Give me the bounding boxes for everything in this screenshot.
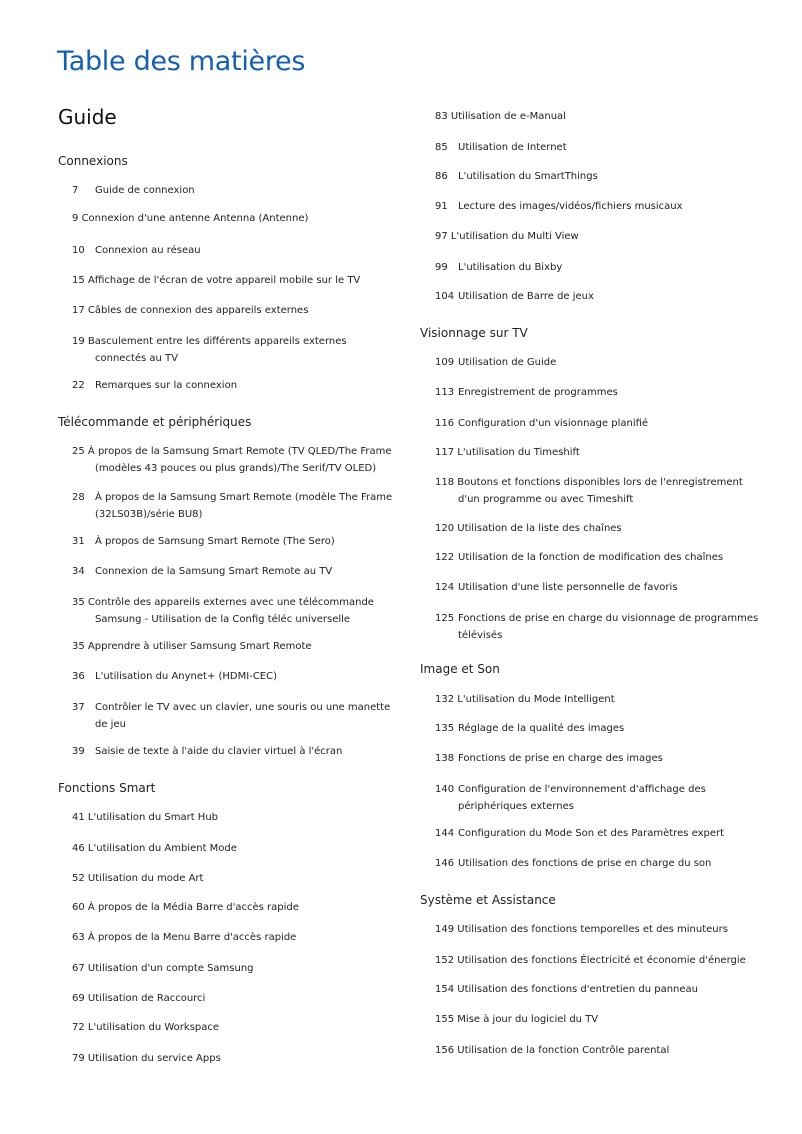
toc-entry-link[interactable]	[72, 638, 312, 655]
entry-title-continuation: Samsung - Utilisation de la Config téléc universelle	[95, 614, 351, 625]
toc-entry-link[interactable]	[72, 743, 342, 760]
entry-title: L'utilisation du SmartThings	[458, 171, 598, 182]
toc-entry-link[interactable]	[72, 210, 308, 227]
page-number: 31	[72, 536, 85, 547]
toc-entry-link[interactable]	[435, 354, 556, 371]
toc-entry-link[interactable]	[435, 288, 594, 305]
page-number: 146	[435, 858, 455, 869]
page-number: 91	[435, 201, 448, 212]
toc-section-heading: Visionnage sur TV	[420, 326, 528, 340]
toc-entry-link[interactable]	[72, 242, 201, 259]
page-number: 35	[72, 641, 85, 652]
entry-title: Utilisation de e-Manual	[450, 111, 566, 122]
page-number: 155	[435, 1014, 455, 1025]
entry-title: Configuration du Mode Son et des Paramètres expert	[458, 828, 725, 839]
entry-title: L'utilisation du Anynet+ (HDMI-CEC)	[95, 671, 278, 682]
toc-entry-link[interactable]	[435, 750, 663, 767]
entry-title: L'utilisation du Multi View	[450, 231, 579, 242]
toc-entry-link[interactable]	[72, 1019, 219, 1036]
toc-entry-link[interactable]	[72, 668, 277, 685]
toc-entry-link[interactable]	[435, 444, 580, 461]
toc-entry-link[interactable]	[435, 168, 598, 185]
entry-title-continuation: (32LS03B)/série BU8)	[95, 509, 203, 520]
entry-title-continuation: périphériques externes	[458, 801, 574, 812]
toc-entry-link[interactable]	[72, 443, 392, 477]
toc-section-heading: Système et Assistance	[420, 893, 556, 907]
toc-entry-link[interactable]	[72, 563, 332, 580]
entry-title: Utilisation du service Apps	[87, 1053, 221, 1064]
page-number: 35	[72, 597, 85, 608]
page-number: 9	[72, 213, 79, 224]
toc-entry-link[interactable]	[435, 691, 615, 708]
entry-title-continuation: télévisés	[458, 630, 503, 641]
page-number: 122	[435, 552, 455, 563]
page-number: 113	[435, 387, 455, 398]
entry-title: À propos de la Menu Barre d'accès rapide	[87, 932, 297, 943]
toc-section-heading: Connexions	[58, 154, 128, 168]
toc-entry-link[interactable]	[72, 489, 392, 523]
toc-entry-link[interactable]	[72, 533, 335, 550]
page-title: Table des matières	[57, 46, 306, 77]
page-number: 124	[435, 582, 455, 593]
toc-entry-link[interactable]	[435, 549, 723, 566]
entry-title: Boutons et fonctions disponibles lors de l'enregistrement	[457, 477, 743, 488]
entry-title: Affichage de l'écran de votre appareil mobile sur le TV	[87, 275, 361, 286]
page-number: 72	[72, 1022, 85, 1033]
entry-title: À propos de la Média Barre d'accès rapide	[87, 902, 299, 913]
page-number: 117	[435, 447, 455, 458]
page-number: 79	[72, 1053, 85, 1064]
page-number: 97	[435, 231, 448, 242]
page-number: 34	[72, 566, 85, 577]
entry-title: Utilisation des fonctions temporelles et des minuteurs	[457, 924, 728, 935]
entry-title: L'utilisation du Timeshift	[457, 447, 580, 458]
page-number: 156	[435, 1045, 455, 1056]
toc-entry-link[interactable]	[72, 929, 296, 946]
entry-title: Fonctions de prise en charge des images	[458, 753, 663, 764]
toc-entry-link[interactable]	[435, 981, 698, 998]
entry-title: L'utilisation du Bixby	[458, 262, 563, 273]
page-number: 104	[435, 291, 455, 302]
entry-title: L'utilisation du Mode Intelligent	[457, 694, 615, 705]
entry-title: Utilisation de Guide	[458, 357, 557, 368]
page-number: 85	[435, 142, 448, 153]
entry-title: Utilisation de Raccourci	[87, 993, 206, 1004]
page-number: 17	[72, 305, 85, 316]
entry-title: Connexion de la Samsung Smart Remote au TV	[95, 566, 333, 577]
toc-entry-link[interactable]	[435, 781, 706, 815]
page-number: 52	[72, 873, 85, 884]
toc-entry-link[interactable]	[435, 415, 648, 432]
toc-entry-link[interactable]	[72, 899, 299, 916]
entry-title: Remarques sur la connexion	[95, 380, 238, 391]
page-number: 138	[435, 753, 455, 764]
page-number: 39	[72, 746, 85, 757]
entry-title: Réglage de la qualité des images	[458, 723, 625, 734]
toc-entry-link[interactable]	[435, 108, 566, 125]
page-number: 69	[72, 993, 85, 1004]
entry-title: Utilisation d'une liste personnelle de favoris	[458, 582, 678, 593]
page-number: 25	[72, 446, 85, 457]
toc-entry-link[interactable]	[435, 1011, 598, 1028]
page-number: 140	[435, 784, 455, 795]
entry-title: Basculement entre les différents appareils externes	[87, 336, 347, 347]
entry-title: Guide de connexion	[95, 185, 195, 196]
toc-entry-link[interactable]	[72, 594, 374, 628]
toc-entry-link[interactable]	[72, 333, 347, 367]
entry-title: L'utilisation du Smart Hub	[87, 812, 219, 823]
toc-entry-link[interactable]	[435, 1042, 669, 1059]
entry-title: Utilisation de la liste des chaînes	[457, 523, 622, 534]
page-number: 144	[435, 828, 455, 839]
entry-title: À propos de Samsung Smart Remote (The Sero)	[95, 536, 335, 547]
entry-title: Configuration de l'environnement d'affichage des	[458, 784, 706, 795]
entry-title: Connexion d'une antenne Antenna (Antenne)	[81, 213, 309, 224]
toc-entry-link[interactable]	[435, 474, 743, 508]
entry-title: Câbles de connexion des appareils externes	[87, 305, 309, 316]
toc-entry-link[interactable]	[72, 809, 218, 826]
entry-title: Mise à jour du logiciel du TV	[457, 1014, 599, 1025]
page-number: 67	[72, 963, 85, 974]
page-number: 41	[72, 812, 85, 823]
entry-title: Utilisation de Barre de jeux	[458, 291, 594, 302]
entry-title: Enregistrement de programmes	[458, 387, 618, 398]
toc-entry-link[interactable]	[435, 384, 618, 401]
toc-entry-link[interactable]	[435, 855, 711, 872]
entry-title: Utilisation d'un compte Samsung	[87, 963, 254, 974]
page-number: 36	[72, 671, 85, 682]
toc-entry-link[interactable]	[435, 825, 724, 842]
page-number: 149	[435, 924, 455, 935]
page-number: 28	[72, 492, 85, 503]
toc-entry-link[interactable]	[435, 520, 622, 537]
page-number: 63	[72, 932, 85, 943]
toc-entry-link[interactable]	[72, 302, 308, 319]
page-number: 135	[435, 723, 455, 734]
entry-title: L'utilisation du Workspace	[87, 1022, 220, 1033]
part-heading: Guide	[58, 105, 117, 129]
entry-title: Contrôle des appareils externes avec une télécommande	[87, 597, 374, 608]
entry-title: Utilisation des fonctions de prise en charge du son	[458, 858, 712, 869]
toc-entry-link[interactable]	[435, 610, 758, 644]
entry-title: Utilisation du mode Art	[87, 873, 204, 884]
entry-title: Fonctions de prise en charge du visionnage de programmes	[458, 613, 759, 624]
toc-section-heading: Fonctions Smart	[58, 781, 156, 795]
entry-title: Utilisation de la fonction Contrôle parental	[457, 1045, 670, 1056]
entry-title: À propos de la Samsung Smart Remote (TV QLED/The Frame	[87, 446, 392, 457]
toc-section-heading: Image et Son	[420, 662, 500, 676]
entry-title: Contrôler le TV avec un clavier, une souris ou une manette	[95, 702, 391, 713]
toc-entry-link[interactable]	[72, 840, 237, 857]
toc-entry-link[interactable]	[72, 870, 203, 887]
toc-section-heading: Télécommande et périphériques	[58, 415, 252, 429]
entry-title: Saisie de texte à l'aide du clavier virtuel à l'écran	[95, 746, 343, 757]
entry-title-continuation: de jeu	[95, 719, 126, 730]
page-number: 116	[435, 418, 455, 429]
toc-entry-link[interactable]	[72, 182, 195, 199]
page-number: 22	[72, 380, 85, 391]
entry-title: Connexion au réseau	[95, 245, 201, 256]
toc-entry-link[interactable]	[435, 198, 683, 215]
page-number: 154	[435, 984, 455, 995]
page-number: 7	[72, 185, 79, 196]
toc-entry-link[interactable]	[72, 1050, 221, 1067]
page-number: 83	[435, 111, 448, 122]
entry-title: À propos de la Samsung Smart Remote (modèle The Frame	[95, 492, 393, 503]
page-number: 15	[72, 275, 85, 286]
page-number: 109	[435, 357, 455, 368]
page-number: 19	[72, 336, 85, 347]
entry-title-continuation: connectés au TV	[95, 353, 178, 364]
toc-entry-link[interactable]	[435, 228, 579, 245]
entry-title-continuation: (modèles 43 pouces ou plus grands)/The Serif/TV OLED)	[95, 463, 377, 474]
entry-title: Utilisation des fonctions Électricité et économie d'énergie	[457, 955, 746, 966]
page-number: 86	[435, 171, 448, 182]
page-number: 118	[435, 477, 455, 488]
toc-entry-link[interactable]	[435, 952, 746, 969]
toc-entry-link[interactable]	[72, 272, 360, 289]
entry-title: Lecture des images/vidéos/fichiers musicaux	[458, 201, 683, 212]
page-number: 99	[435, 262, 448, 273]
page-number: 60	[72, 902, 85, 913]
page-number: 120	[435, 523, 455, 534]
toc-entry-link[interactable]	[435, 259, 562, 276]
entry-title: L'utilisation du Ambient Mode	[87, 843, 237, 854]
toc-entry-link[interactable]	[435, 720, 624, 737]
page-number: 10	[72, 245, 85, 256]
entry-title: Utilisation des fonctions d'entretien du panneau	[457, 984, 698, 995]
entry-title: Utilisation de la fonction de modification des chaînes	[458, 552, 724, 563]
toc-entry-link[interactable]	[72, 960, 254, 977]
toc-entry-link[interactable]	[72, 699, 390, 733]
toc-entry-link[interactable]	[72, 377, 237, 394]
page-number: 152	[435, 955, 455, 966]
entry-title: Apprendre à utiliser Samsung Smart Remote	[87, 641, 312, 652]
toc-entry-link[interactable]	[435, 579, 678, 596]
entry-title: Configuration d'un visionnage planifié	[458, 418, 649, 429]
toc-entry-link[interactable]	[72, 990, 205, 1007]
page-number: 125	[435, 613, 455, 624]
page-number: 132	[435, 694, 455, 705]
page-number: 37	[72, 702, 85, 713]
page-number: 46	[72, 843, 85, 854]
toc-entry-link[interactable]	[435, 139, 567, 156]
entry-title-continuation: d'un programme ou avec Timeshift	[458, 494, 634, 505]
entry-title: Utilisation de Internet	[458, 142, 567, 153]
toc-entry-link[interactable]	[435, 921, 728, 938]
